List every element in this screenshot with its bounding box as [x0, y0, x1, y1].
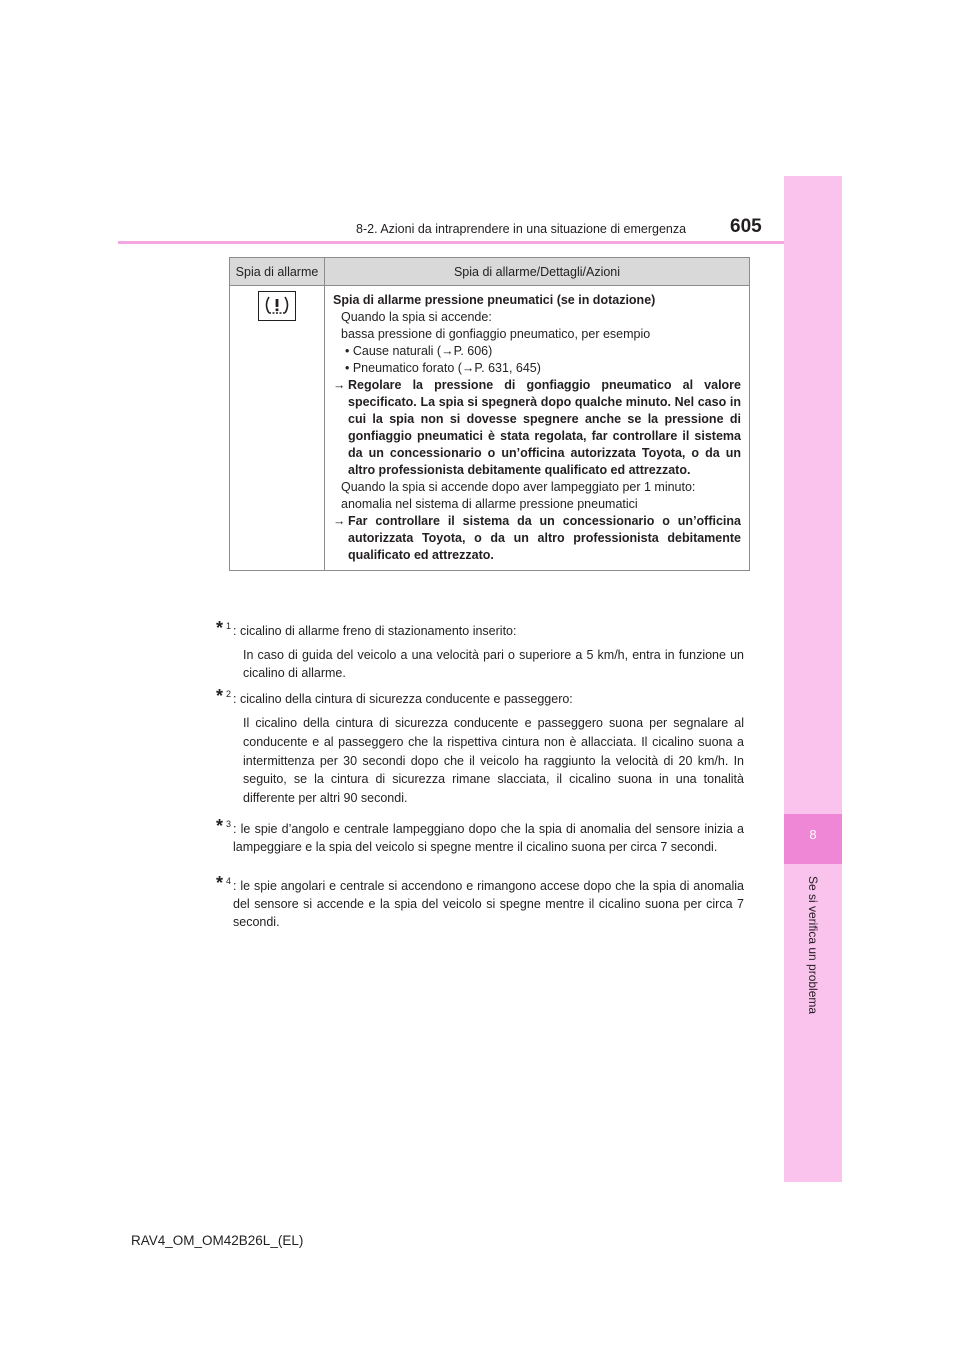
footnote-lead: : cicalino della cintura di sicurezza conducente e passeggero: [233, 692, 573, 706]
warning-light-table [229, 257, 750, 571]
section-title: 8-2. Azioni da intraprendere in una situazione di emergenza [356, 222, 687, 236]
chapter-label: Se si verifica un problema [806, 876, 820, 1015]
header-rule [118, 241, 784, 244]
action-text: Regolare la pressione di gonfiaggio pneumatico al valore specificato. La spia si spegnerà dopo qualche minuto. Nel caso in cui la spia non si dovesse spegnere anche se la pressione di gonfiaggio pneumatici è stata regolata, far controllare il sistema da un concessionario o un’officina autorizzata Toyota, o da un altro professionista debitamente qualificato ed attrezzato. [348, 378, 741, 477]
detail-line: bassa pressione di gonfiaggio pneumatico, per esempio [341, 327, 651, 341]
footnote-star: * [216, 816, 224, 836]
footnote [216, 873, 744, 931]
footnote-marker: 1 [226, 621, 232, 631]
footnote-body: In caso di guida del veicolo a una velocità pari o superiore a 5 km/h, entra in funzione un cicalino di allarme. [243, 648, 744, 680]
footnote-marker: 4 [226, 876, 232, 886]
table-row [230, 286, 750, 571]
detail-line: anomalia nel sistema di allarme pressione pneumatici [341, 497, 638, 511]
footnote [216, 686, 744, 808]
warning-title: Spia di allarme pressione pneumatici (se in dotazione) [333, 293, 656, 307]
footnote-marker: 2 [226, 689, 232, 699]
footnote-lead: : le spie angolari e centrale si accendono e rimangono accese dopo che la spia di anomalia del sensore si accende e la spia del veicolo si spegne mentre il cicalino suona per circa 7 secondi. [233, 879, 744, 929]
tire-pressure-warning-icon [258, 291, 296, 321]
action-item [333, 513, 741, 564]
arrow-icon: → [333, 514, 346, 528]
chapter-side-strip [784, 176, 842, 1182]
footnote-body: Il cicalino della cintura di sicurezza conducente e passeggero suona per segnalare al conducente e al passeggero che la rispettiva cintura non è allacciata. Il cicalino suona a intermittenza per 30 secondi dopo che il veicolo ha raggiunto la velocità di 20 km/h. In seguito, se la cintura di sicurezza rimane slacciata, il cicalino suona in una tonalità differente per altri 90 secondi. [243, 716, 744, 806]
chapter-number: 8 [809, 827, 817, 842]
details-cell [325, 286, 750, 571]
page-number: 605 [730, 216, 762, 237]
arrow-icon: → [333, 378, 346, 392]
icon-cell [230, 286, 325, 571]
footnote-lead: : le spie d’angolo e centrale lampeggiano dopo che la spia di anomalia del sensore inizia a lampeggiare e la spia del veicolo si spegne mentre il cicalino suona per circa 7 secondi. [233, 822, 744, 854]
footnote-star: * [216, 686, 224, 706]
footnote-star: * [216, 618, 224, 638]
action-item [333, 377, 741, 479]
footnote-marker: 3 [226, 819, 232, 829]
document-code: RAV4_OM_OM42B26L_(EL) [131, 1233, 304, 1248]
footnote [216, 816, 744, 856]
detail-bullet: • Cause naturali (→P. 606) [345, 344, 493, 358]
column-header-details: Spia di allarme/Dettagli/Azioni [325, 258, 750, 286]
detail-bullet: • Pneumatico forato (→P. 631, 645) [345, 361, 541, 375]
detail-line: Quando la spia si accende dopo aver lampeggiato per 1 minuto: [341, 480, 696, 494]
footnote-lead: : cicalino di allarme freno di stazionamento inserito: [233, 624, 517, 638]
footnote-star: * [216, 873, 224, 893]
column-header-light: Spia di allarme [230, 258, 325, 286]
action-text: Far controllare il sistema da un concessionario o un’officina autorizzata Toyota, o da un altro professionista debitamente qualificato ed attrezzato. [348, 514, 741, 562]
table-header-row [230, 258, 750, 286]
footnote [216, 618, 744, 682]
detail-line: Quando la spia si accende: [341, 310, 492, 324]
